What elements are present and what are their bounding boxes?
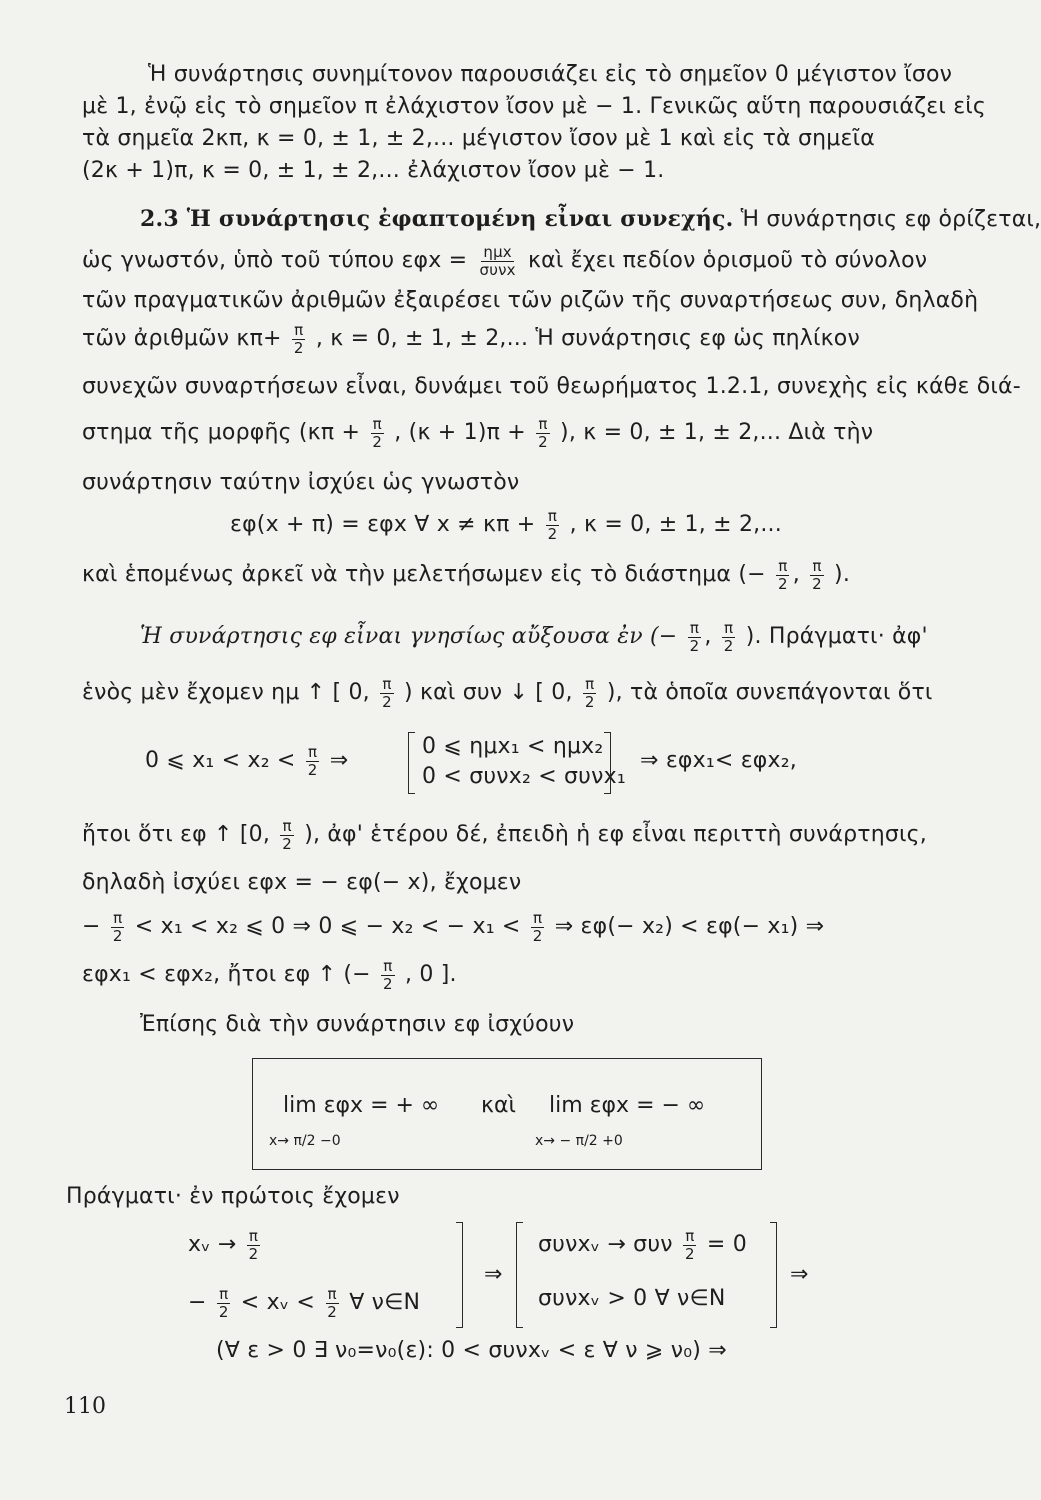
fraction-pi-2 xyxy=(683,1228,697,1262)
inequality-top: 0 ⩽ ημx₁ < ημx₂ xyxy=(422,734,604,759)
text-span: καὶ ἔχει πεδίον ὁρισμοῦ τὸ σύνολον xyxy=(527,248,928,273)
fraction-denominator: 2 xyxy=(382,692,392,711)
fraction-denominator: 2 xyxy=(684,1244,695,1263)
text-span: τῶν ἀριθμῶν κπ+ xyxy=(82,326,282,351)
text-span: ). xyxy=(834,562,851,587)
condition-a2 xyxy=(188,1286,420,1320)
fraction-pi-2 xyxy=(306,744,320,778)
left-brace xyxy=(408,732,415,794)
text-span: ), ἀφ' ἑτέρου δέ, ἐπειδὴ ἡ εφ εἶναι περιττὴ συνάρτησις, xyxy=(304,822,927,847)
fraction-numerator: π xyxy=(219,1285,229,1303)
fraction-denominator: 2 xyxy=(383,974,393,993)
text-line: Ἡ συνάρτησις εφ εἶναι γνησίως αὔξουσα ἐν (− $\frac{\pi}{2}$ , $\frac{\pi}{2}$ ). Πράγματι· ἀφ' xyxy=(140,619,928,655)
text-span: − xyxy=(82,914,101,939)
fraction-denominator: 2 xyxy=(777,574,788,593)
fraction-numerator: π xyxy=(812,557,822,575)
text-span: 0 ⩽ x₁ < x₂ < xyxy=(145,748,296,773)
fraction-numerator: π xyxy=(778,557,788,575)
text-span: − xyxy=(188,1290,207,1315)
text-span: ⇒ εφ(− x₂) < εφ(− x₁) ⇒ xyxy=(554,914,825,939)
fraction-denominator: 2 xyxy=(372,432,383,451)
fraction-pi-2 xyxy=(776,558,790,592)
text-span: xᵥ → xyxy=(188,1232,237,1257)
fraction-numerator: π xyxy=(294,321,304,339)
fraction-pi-2 xyxy=(370,416,384,450)
fraction-denominator: 2 xyxy=(538,432,548,451)
fraction-numerator: π xyxy=(248,1227,259,1245)
text-span: στημα τῆς μορφῆς (κπ + xyxy=(82,420,361,445)
limit-1: lim εφx = + ∞ xyxy=(283,1093,440,1118)
fraction-pi-2 xyxy=(810,558,824,592)
section-title-tail: Ἡ συνάρτησις εφ ὁρίζεται, xyxy=(733,207,1041,232)
left-bracket xyxy=(516,1222,523,1328)
fraction-pi-2 xyxy=(247,1228,261,1262)
text-span: , κ = 0, ± 1, ± 2,... Ἡ συνάρτησις εφ ὡς πηλίκον xyxy=(315,326,860,351)
fraction-numerator: π xyxy=(538,415,548,433)
fraction-numerator: π xyxy=(372,415,382,433)
text-line xyxy=(82,958,457,992)
fraction-pi-2 xyxy=(325,1286,339,1320)
text-span: ὡς γνωστόν, ὑπὸ τοῦ τύπου εφx = xyxy=(82,248,468,273)
implies-arrow: ⇒ xyxy=(790,1262,809,1287)
limit-2-subscript: x→ − π/2 +0 xyxy=(535,1133,623,1149)
implies-arrow: ⇒ xyxy=(484,1262,503,1287)
inequality-right: ⇒ εφx₁< εφx₂, xyxy=(640,748,797,773)
fraction-denominator: συνx xyxy=(479,260,516,279)
text-span: καὶ ἑπομένως ἀρκεῖ νὰ τὴν μελετήσωμεν εἰς τὸ διάστημα (− xyxy=(82,562,766,587)
fraction-denominator: 2 xyxy=(723,636,734,655)
text-line: (2κ + 1)π, κ = 0, ± 1, ± 2,... ἐλάχιστον ἴσον μὲ − 1. xyxy=(82,158,665,183)
fraction-numerator: ημx xyxy=(483,243,512,261)
text-line: καὶ ἑπομένως ἀρκεῖ νὰ τὴν μελετήσωμεν εἰς τὸ διάστημα (− $\frac{\pi}{2}$ , $\frac{\pi}{2}$ ). xyxy=(82,557,851,593)
text-line xyxy=(82,818,927,852)
fraction-pi-2 xyxy=(380,676,394,710)
section-heading xyxy=(140,206,1041,232)
fraction-pi-2 xyxy=(722,620,736,654)
fraction-denominator: 2 xyxy=(532,926,543,945)
fraction-numerator: π xyxy=(689,619,700,637)
fraction-numerator: π xyxy=(724,619,734,637)
fraction-numerator: π xyxy=(327,1285,337,1303)
fraction-denominator: 2 xyxy=(812,574,822,593)
fraction-numerator: π xyxy=(383,957,393,975)
page-number: 110 xyxy=(64,1394,106,1419)
text-span: , 0 ]. xyxy=(404,962,457,987)
text-span: Ἡ συνάρτησις εφ εἶναι γνησίως αὔξουσα ἐν (− xyxy=(140,624,678,649)
text-line: συνάρτησιν ταύτην ἰσχύει ὡς γνωστὸν xyxy=(82,470,520,495)
text-line: Ἡ συνάρτησις συνημίτονον παρουσιάζει εἰς τὸ σημεῖον 0 μέγιστον ἴσον xyxy=(148,62,953,87)
text-span: εφx₁ < εφx₂, ἤτοι εφ ↑ (− xyxy=(82,962,371,987)
fraction-pi-2 xyxy=(111,910,125,944)
fraction-pi-2 xyxy=(546,508,560,542)
inequality-bottom: 0 < συνx₂ < συνx₁ xyxy=(422,764,626,789)
text-line xyxy=(82,244,927,278)
epsilon-condition: (∀ ε > 0 ∃ ν₀=ν₀(ε): 0 < συνxᵥ < ε ∀ ν ⩾ ν₀) ⇒ xyxy=(216,1338,727,1363)
fraction-pi-2 xyxy=(280,818,294,852)
text-span: = 0 xyxy=(706,1232,747,1257)
fraction-denominator: 2 xyxy=(218,1302,229,1321)
inequality-left xyxy=(145,744,348,778)
fraction-pi-2 xyxy=(381,958,395,992)
fraction-numerator: π xyxy=(308,743,318,761)
text-line: συνεχῶν συναρτήσεων εἶναι, δυνάμει τοῦ θεωρήματος 1.2.1, συνεχὴς εἰς κάθε διά- xyxy=(82,374,1021,399)
text-line xyxy=(82,676,933,710)
fraction-denominator: 2 xyxy=(307,760,318,779)
text-span: ), τὰ ὁποῖα συνεπάγονται ὅτι xyxy=(606,680,933,705)
text-span: < xᵥ < xyxy=(240,1290,316,1315)
fraction-pi-2 xyxy=(583,676,597,710)
fraction-denominator: 2 xyxy=(689,636,700,655)
fraction-denominator: 2 xyxy=(293,338,304,357)
fraction-pi-2 xyxy=(292,322,306,356)
text-line: Ἐπίσης διὰ τὴν συνάρτησιν εφ ἰσχύουν xyxy=(140,1012,575,1037)
fraction-numerator: π xyxy=(585,675,595,693)
condition-b2: συνxᵥ > 0 ∀ ν∈N xyxy=(538,1286,726,1311)
text-span: ἑνὸς μὲν ἔχομεν ημ ↑ [ 0, xyxy=(82,680,370,705)
fraction-numerator: π xyxy=(382,675,392,693)
right-bracket xyxy=(456,1222,463,1328)
text-span: ). Πράγματι· ἀφ' xyxy=(745,624,928,649)
text-line: Πράγματι· ἐν πρώτοις ἔχομεν xyxy=(66,1184,400,1209)
right-brace xyxy=(604,732,611,794)
fraction-denominator: 2 xyxy=(547,524,558,543)
condition-b1 xyxy=(538,1228,747,1262)
text-line xyxy=(82,322,860,356)
text-span: ) καὶ συν ↓ [ 0, xyxy=(404,680,573,705)
text-span: , (κ + 1)π + xyxy=(394,420,526,445)
text-span: ∀ ν∈N xyxy=(349,1290,421,1315)
text-span: , κ = 0, ± 1, ± 2,... xyxy=(569,512,782,537)
text-span: ), κ = 0, ± 1, ± 2,... Διὰ τὴν xyxy=(560,420,874,445)
limit-2: lim εφx = − ∞ xyxy=(549,1093,706,1118)
fraction-numerator: π xyxy=(533,909,543,927)
text-line xyxy=(82,416,873,450)
fraction-denominator: 2 xyxy=(327,1302,337,1321)
limits-box xyxy=(252,1058,762,1170)
equation xyxy=(230,508,782,542)
text-line xyxy=(82,910,824,944)
text-line: τὰ σημεῖα 2κπ, κ = 0, ± 1, ± 2,... μέγιστον ἴσον μὲ 1 καὶ εἰς τὰ σημεῖα xyxy=(82,126,875,151)
right-bracket xyxy=(770,1222,777,1328)
text-span: συνxᵥ → συν xyxy=(538,1232,673,1257)
fraction-denominator: 2 xyxy=(248,1244,259,1263)
fraction-denominator: 2 xyxy=(584,692,595,711)
text-line: τῶν πραγματικῶν ἀριθμῶν ἐξαιρέσει τῶν ριζῶν τῆς συναρτήσεως συν, δηλαδὴ xyxy=(82,288,979,313)
fraction-numerator: π xyxy=(685,1227,695,1245)
fraction-denominator: 2 xyxy=(282,834,292,853)
text-line: μὲ 1, ἐνῷ εἰς τὸ σημεῖον π ἐλάχιστον ἴσον μὲ − 1. Γενικῶς αὕτη παρουσιάζει εἰς xyxy=(82,94,987,119)
limit-1-subscript: x→ π/2 −0 xyxy=(269,1133,341,1149)
fraction-pi-2 xyxy=(688,620,702,654)
fraction-numerator: π xyxy=(282,817,292,835)
conjunction: καὶ xyxy=(481,1093,516,1118)
condition-a1 xyxy=(188,1228,263,1262)
section-title: 2.3 Ἡ συνάρτησις ἐφαπτομένη εἶναι συνεχής. xyxy=(140,206,734,232)
fraction-numerator: π xyxy=(547,507,558,525)
text-span: ἤτοι ὅτι εφ ↑ [0, xyxy=(82,822,271,847)
text-span: < x₁ < x₂ ⩽ 0 ⇒ 0 ⩽ − x₂ < − x₁ < xyxy=(134,914,521,939)
implies-arrow: ⇒ xyxy=(329,748,349,773)
fraction-numerator: π xyxy=(113,909,123,927)
text-span: εφ(x + π) = εφx ∀ x ≠ κπ + xyxy=(230,512,536,537)
text-line: δηλαδὴ ἰσχύει εφx = − εφ(− x), ἔχομεν xyxy=(82,870,522,895)
fraction-pi-2 xyxy=(217,1286,231,1320)
fraction-pi-2 xyxy=(536,416,550,450)
fraction-pi-2 xyxy=(531,910,545,944)
fraction xyxy=(478,244,518,278)
fraction-denominator: 2 xyxy=(112,926,123,945)
